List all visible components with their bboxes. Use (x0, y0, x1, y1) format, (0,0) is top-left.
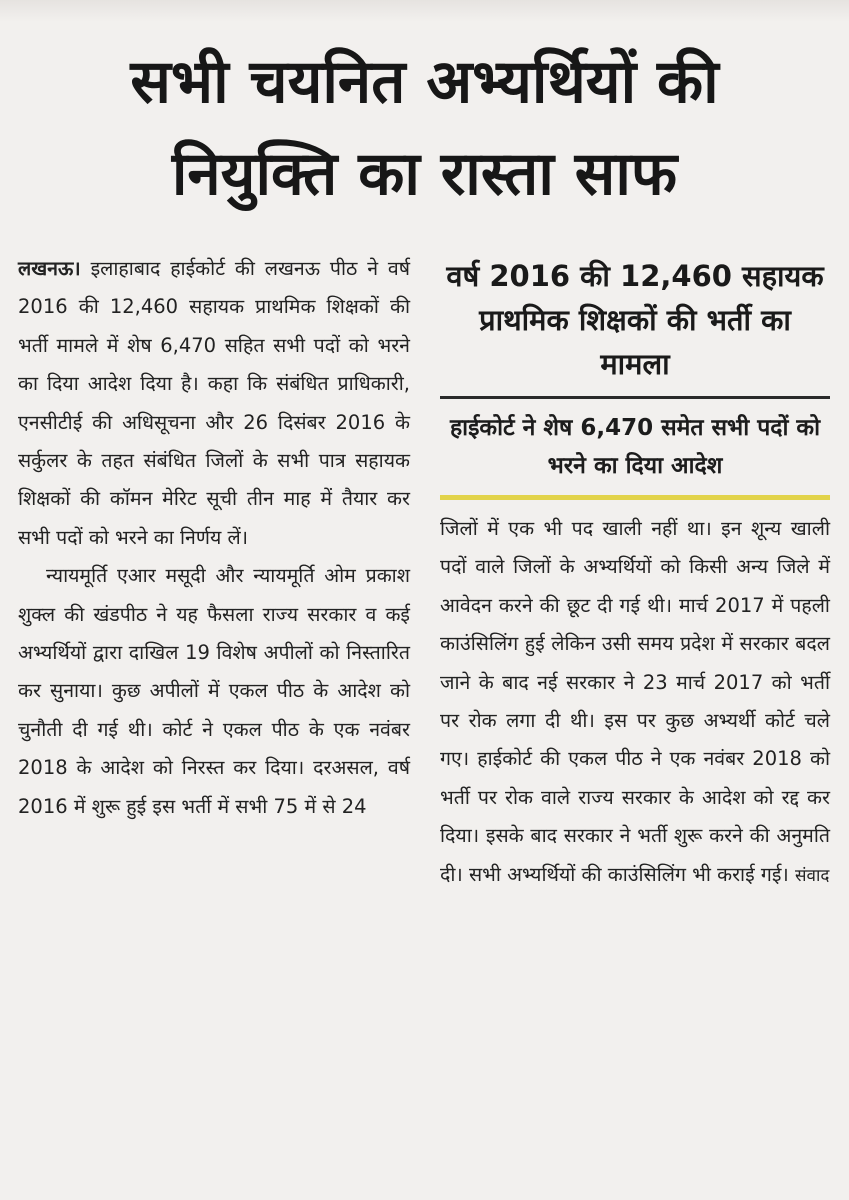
subheading-primary: वर्ष 2016 की 12,460 सहायक प्राथमिक शिक्षकों की भर्ती का मामला (446, 259, 824, 381)
right-body-text: जिलों में एक भी पद खाली नहीं था। इन शून्य खाली पदों वाले जिलों के अभ्यर्थियों को किसी अन्य जिले में आवेदन करने की छूट दी गई थी। मार्च 2017 में पहली काउंसिलिंग हुई लेकिन उसी समय प्रदेश में सरकार बदल जाने के बाद नई सरकार ने 23 मार्च 2017 को भर्ती पर रोक लगा दी थी। इस पर कुछ अभ्यर्थी कोर्ट चले गए। हाईकोर्ट की एकल पीठ ने एक नवंबर 2018 को भर्ती पर रोक वाले राज्य सरकार के आदेश को रद्द कर दिया। इसके बाद सरकार ने भर्ती शुरू करने की अनुमति दी। सभी अभ्यर्थियों की काउंसिलिंग भी कराई गई। (440, 517, 830, 886)
left-paragraph-2: न्यायमूर्ति एआर मसूदी और न्यायमूर्ति ओम प्रकाश शुक्ल की खंडपीठ ने यह फैसला राज्य सरकार व कई अभ्यर्थियों द्वारा दाखिल 19 विशेष अपीलों को निस्तारित कर सुनाया। कुछ अपीलों में एकल पीठ के आदेश को चुनौती दी गई थी। कोर्ट ने एकल पीठ के एक नवंबर 2018 के आदेश को निरस्त कर दिया। दरअसल, वर्ष 2016 में शुरू हुई इस भर्ती में सभी 75 में से 24 (18, 564, 410, 818)
byline: संवाद (795, 865, 830, 886)
headline-line-2: नियुक्ति का रास्ता साफ (171, 139, 678, 209)
headline (10, 36, 839, 220)
page-top-edge (0, 0, 849, 22)
right-body-paragraph (440, 510, 830, 895)
subheading-divider (440, 396, 830, 399)
left-column (18, 250, 410, 826)
left-paragraph-1-text: इलाहाबाद हाईकोर्ट की लखनऊ पीठ ने वर्ष 2016 की 12,460 सहायक प्राथमिक शिक्षकों की भर्ती मामले में शेष 6,470 सहित सभी पदों को भरने का दिया आदेश दिया है। कहा कि संबंधित प्राधिकारी, एनसीटीई की अधिसूचना और 26 दिसंबर 2016 के सर्कुलर के तहत संबंधित जिलों के सभी पात्र सहायक शिक्षकों की कॉमन मेरिट सूची तीन माह में तैयार कर सभी पदों को भरने का निर्णय लें। (18, 257, 410, 549)
headline-line-1: सभी चयनित अभ्यर्थियों की (130, 47, 719, 117)
right-column (440, 250, 830, 895)
left-paragraph-1 (18, 250, 410, 557)
dateline: लखनऊ। (18, 257, 81, 280)
accent-rule (440, 495, 830, 500)
subheading-secondary: हाईकोर्ट ने शेष 6,470 समेत सभी पदों को भरने का दिया आदेश (449, 415, 821, 479)
